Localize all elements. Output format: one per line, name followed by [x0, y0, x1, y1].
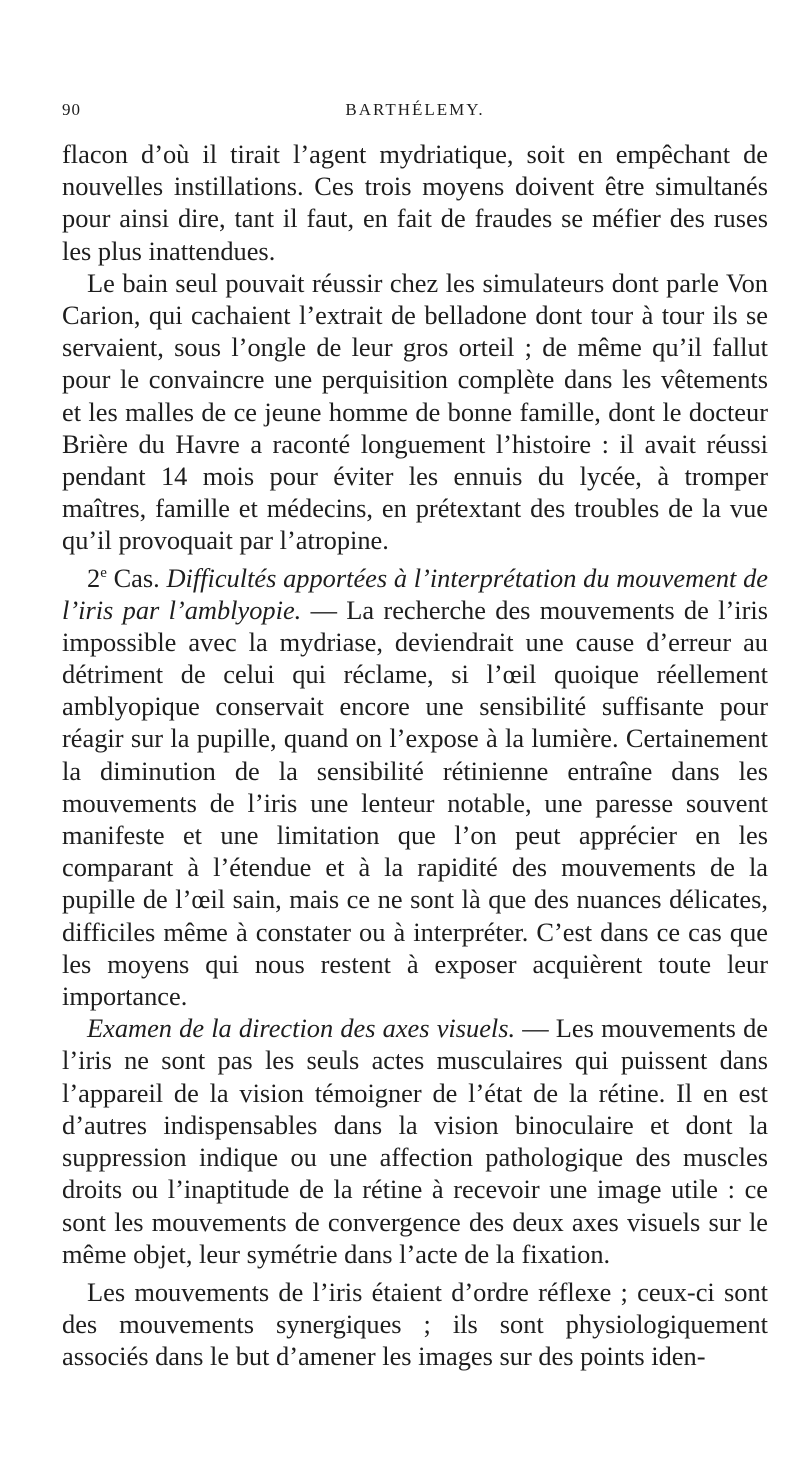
paragraph-4 — [62, 1012, 768, 1270]
page-number: 90 — [62, 100, 81, 119]
paragraph-5 — [62, 1276, 768, 1373]
paragraph-text: flacon d’où il tirait l’agent mydriatique, soit en empêchant de nouvelles instillations. Ces trois moyens doivent être simultanés pour ainsi dire, tant il faut, en fait de fraudes se méfier des ruses les plus inattendues. — [62, 139, 768, 266]
section-heading: Examen de la direction des axes visuels. — [87, 1013, 516, 1044]
paragraph-text: — La recherche des mouvements de l’iris impossible avec la mydriase, deviendrait une cause d’erreur au détriment de celui qui réclame, si l’œil quoique réellement amblyopique conservait encore une sensibilité suffisante pour réagir sur la pupille, quand on l’expose à la lumière. Certainement la diminution de la sensibilité rétinienne entraîne dans les mouvements de l’iris une lenteur notable, une paresse souvent manifeste et une limitation que l’on peut apprécier en les comparant à l’étendue et à la rapidité des mouvements de la pupille de l’œil sain, mais ce ne sont là que des nuances délicates, difficiles même à constater ou à interpréter. C’est dans ce cas que les moyens qui nous restent à exposer acquièrent toute leur importance. — [62, 594, 768, 1012]
case-number: 2 — [87, 562, 101, 593]
section-heading: Difficultés apportées à l’interprétation du mouvement de l’iris par l’amblyopie. — [62, 562, 768, 625]
paragraph-text: — Les mouvements de l’iris ne sont pas les seuls actes musculaires qui puissent dans l’appareil de la vision témoigner de l’état de la rétine. Il en est d’autres indispensables dans la vision binoculaire et dont la suppression indique ou une affection pathologique des muscles droits ou l’inaptitude de la rétine à recevoir une image utile : ce sont les mouvements de convergence des deux axes visuels sur le même objet, leur symétrie dans l’acte de la fixation. — [62, 1013, 768, 1269]
paragraph-2 — [62, 267, 768, 557]
paragraph-text: Le bain seul pouvait réussir chez les simulateurs dont parle Von Carion, qui cachaient l’extrait de belladone dont tour à tour ils se servaient, sous l’ongle de leur gros orteil ; de même qu’il fallut pour le convaincre une perquisition complète dans les vêtements et les malles de ce jeune homme de bonne famille, dont le docteur Brière du Havre a raconté longuement l’histoire : il avait réussi pendant 14 mois pour éviter les ennuis du lycée, à tromper maîtres, famille et médecins, en prétextant des troubles de la vue qu’il provoquait par l’atropine. — [62, 267, 768, 556]
case-ordinal-suffix: e — [100, 564, 107, 581]
case-label: Cas. — [106, 562, 167, 593]
paragraph-text: Les mouvements de l’iris étaient d’ordre réflexe ; ceux-ci sont des mouvements synergiques ; ils sont physiologiquement associés dans le but d’amener les images sur des points iden- — [62, 1276, 768, 1372]
paragraph-1 — [62, 138, 768, 267]
running-title: BARTHÉLEMY. — [345, 100, 485, 119]
body-text — [62, 138, 768, 1373]
running-head — [62, 100, 768, 128]
paragraph-3 — [62, 557, 768, 1013]
